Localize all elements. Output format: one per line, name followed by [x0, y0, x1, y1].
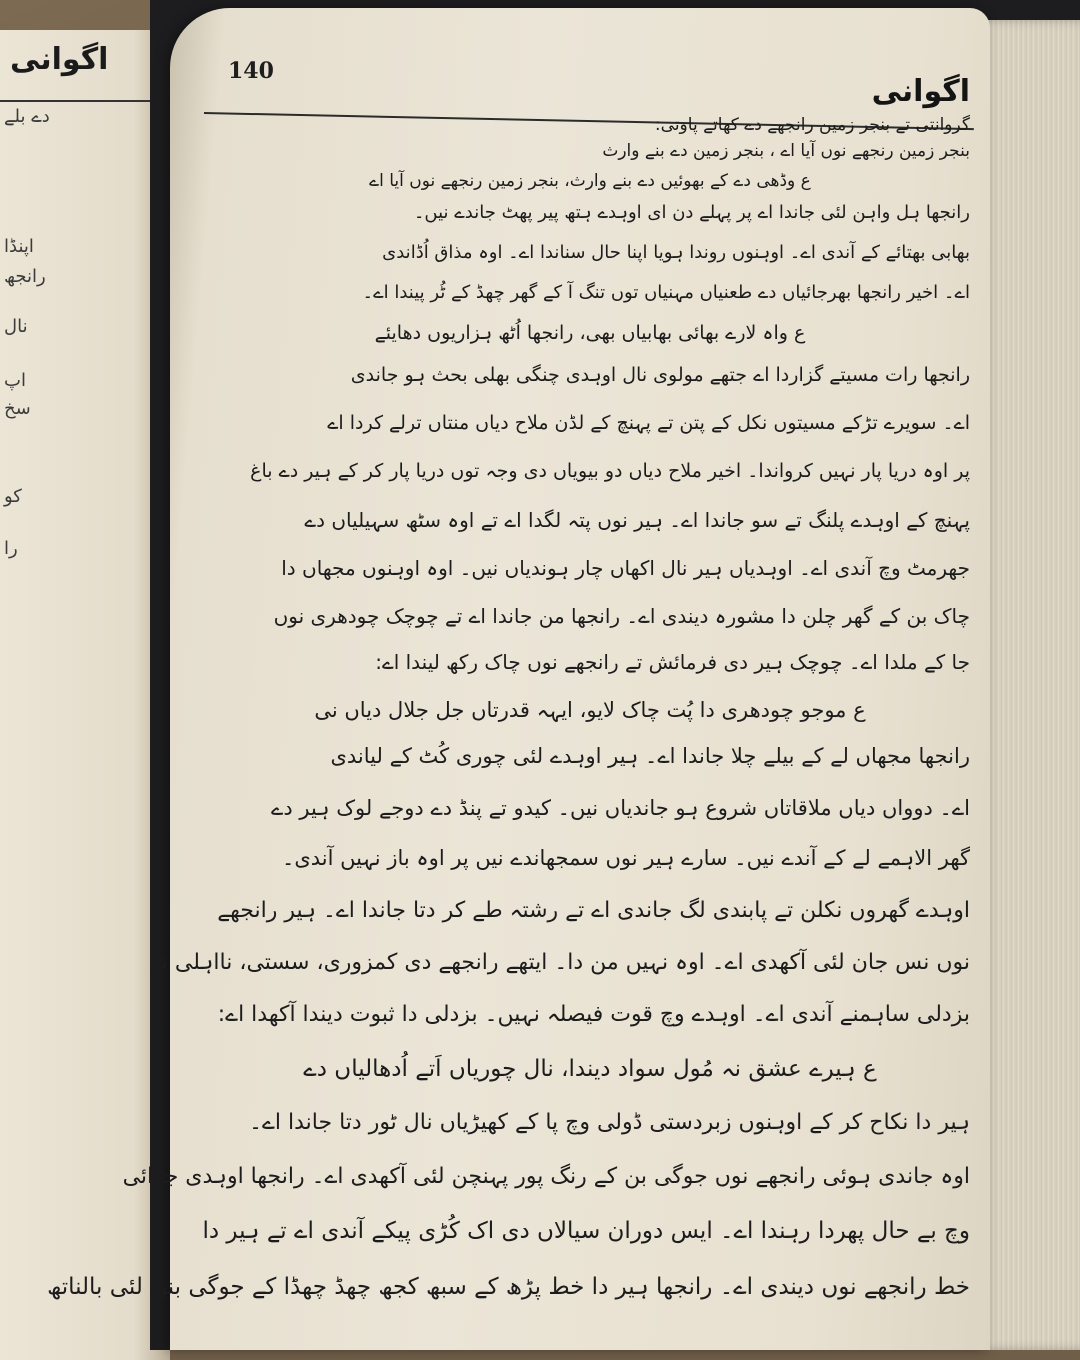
- text-line: پر اوہ دریا پار نہیں کرواندا۔ اخیر ملاح دیاں دو بیویاں دی وجہ توں دریا پار کر کے ہیر دے باغ: [250, 460, 970, 482]
- left-page-fragment: رانجھ: [4, 266, 46, 287]
- text-line: گروانتی تے بنجر زمین رانجھے دے کھاتے پاوتی:: [654, 115, 970, 135]
- left-page-fragment: نال: [4, 316, 28, 337]
- verse-line: ع واہ لارے بھائی بھابیاں بھی، رانجھا اُٹھ ہزاریوں دھایئے: [374, 322, 806, 344]
- verse-line: ع موجو چودھری دا پُت چاک لایو، ایہہ قدرتاں جل جلال دیاں نی: [314, 698, 866, 722]
- left-page-header: اگوانی: [10, 42, 109, 77]
- text-line: ہیر دا نکاح کر کے اوہنوں زبردستی ڈولی وچ پا کے کھیڑیاں نال ٹور دتا جاندا اے۔: [249, 1110, 970, 1135]
- text-line: نوں نس جان لئی آکھدی اے۔ اوہ نہیں من دا۔ ایتھے رانجھے دی کمزوری، سستی، نااہلی تے: [148, 950, 970, 975]
- text-line: بزدلی ساہمنے آندی اے۔ اوہدے وچ قوت فیصلہ نہیں۔ بزدلی دا ثبوت دیندا آکھدا اے:: [217, 1002, 970, 1027]
- text-line: اے۔ سویرے تڑکے مسیتوں نکل کے پتن تے پہنچ کے لڈن ملاح دیاں منتاں ترلے کردا اے: [327, 412, 970, 434]
- text-line: وچ بے حال پھردا رہندا اے۔ ایس دوران سیالاں دی اک کُڑی پیکے آندی اے تے ہیر دا: [202, 1218, 970, 1244]
- left-page-rule: [0, 100, 165, 102]
- left-page-fragment: کو: [4, 486, 22, 507]
- text-line: پہنچ کے اوہدے پلنگ تے سو جاندا اے۔ ہیر نوں پتہ لگدا اے تے اوہ سٹھ سہیلیاں دے: [304, 508, 970, 532]
- text-line: جا کے ملدا اے۔ چوچک ہیر دی فرمائش تے رانجھے نوں چاک رکھ لیندا اے:: [375, 650, 970, 674]
- text-line: اے۔ دوواں دیاں ملاقاتاں شروع ہو جاندیاں نیں۔ کیدو تے پنڈ دے دوجے لوک ہیر دے: [271, 796, 970, 820]
- text-line: چاک بن کے گھر چلن دا مشورہ دیندی اے۔ رانجھا من جاندا اے تے چوچک چودھری نوں: [273, 604, 970, 628]
- text-line: گھر الاہمے لے کے آندے نیں۔ سارے ہیر نوں سمجھاندے نیں پر اوہ باز نہیں آندی۔: [282, 846, 970, 870]
- text-line: بھابی بھتائے کے آندی اے۔ اوہنوں روندا ہویا اپنا حال سناندا اے۔ اوہ مذاق اُڈاندی: [382, 242, 970, 263]
- text-line: جھرمٹ وچ آندی اے۔ اوہدیاں ہیر نال اکھاں چار ہوندیاں نیں۔ اوہ اوہنوں مجھاں دا: [281, 556, 970, 580]
- left-page-fragment: دے بلے: [4, 106, 50, 127]
- page-number: 140: [228, 58, 274, 84]
- left-page-fragment: اپ: [4, 370, 26, 391]
- text-line: رانجھا مجھاں لے کے بیلے چلا جاندا اے۔ ہیر اوہدے لئی چوری کُٹ کے لیاندی: [330, 744, 970, 768]
- verse-line: ع وڈھی دے کے بھوئیں دے بنے وارث، بنجر زمین رنجھے نوں آیا اے: [369, 171, 811, 191]
- left-page: [0, 30, 170, 1360]
- text-line: رانجھا رات مسیتے گزاردا اے جتھے مولوی نال اوہدی چنگی بھلی بحث ہو جاندی: [350, 364, 970, 386]
- running-head: اگوانی: [871, 74, 970, 109]
- body-text: [47, 94, 970, 1344]
- verse-line: ع ہیرے عشق نہ مُول سواد دیندا، نال چوریاں اَتے اُدھالیاں دے: [303, 1056, 877, 1082]
- text-line: رانجھا ہل واہن لئی جاندا اے پر پہلے دن ای اوہدے ہتھ پیر پھٹ جاندے نیں۔: [413, 202, 970, 223]
- left-page-fragment: را: [4, 538, 18, 559]
- text-line: اوہ جاندی ہوئی رانجھے نوں جوگی بن کے رنگ پور پہنچن لئی آکھدی اے۔ رانجھا اوہدی جدائی: [122, 1164, 970, 1189]
- text-line: اے۔ اخیر رانجھا بھرجائیاں دے طعنیاں مہنیاں توں تنگ آ کے گھر چھڈ کے ٹُر پیندا اے۔: [362, 282, 970, 303]
- left-page-fragment: اپنڈا: [4, 236, 34, 257]
- text-line: بنجر زمین رنجھے نوں آیا اے ، بنجر زمین دے بنے وارث: [602, 141, 970, 161]
- left-page-fragment: سخ: [4, 398, 31, 419]
- text-line: خط رانجھے نوں دیندی اے۔ رانجھا ہیر دا خط پڑھ کے سبھ کجھ چھڈ چھڈا کے جوگی بنن لئی بالناتھ: [47, 1274, 970, 1300]
- text-line: اوہدے گھروں نکلن تے پابندی لگ جاندی اے تے رشتہ طے کر دتا جاندا اے۔ ہیر رانجھے: [217, 898, 970, 923]
- book-page: [47, 8, 990, 1350]
